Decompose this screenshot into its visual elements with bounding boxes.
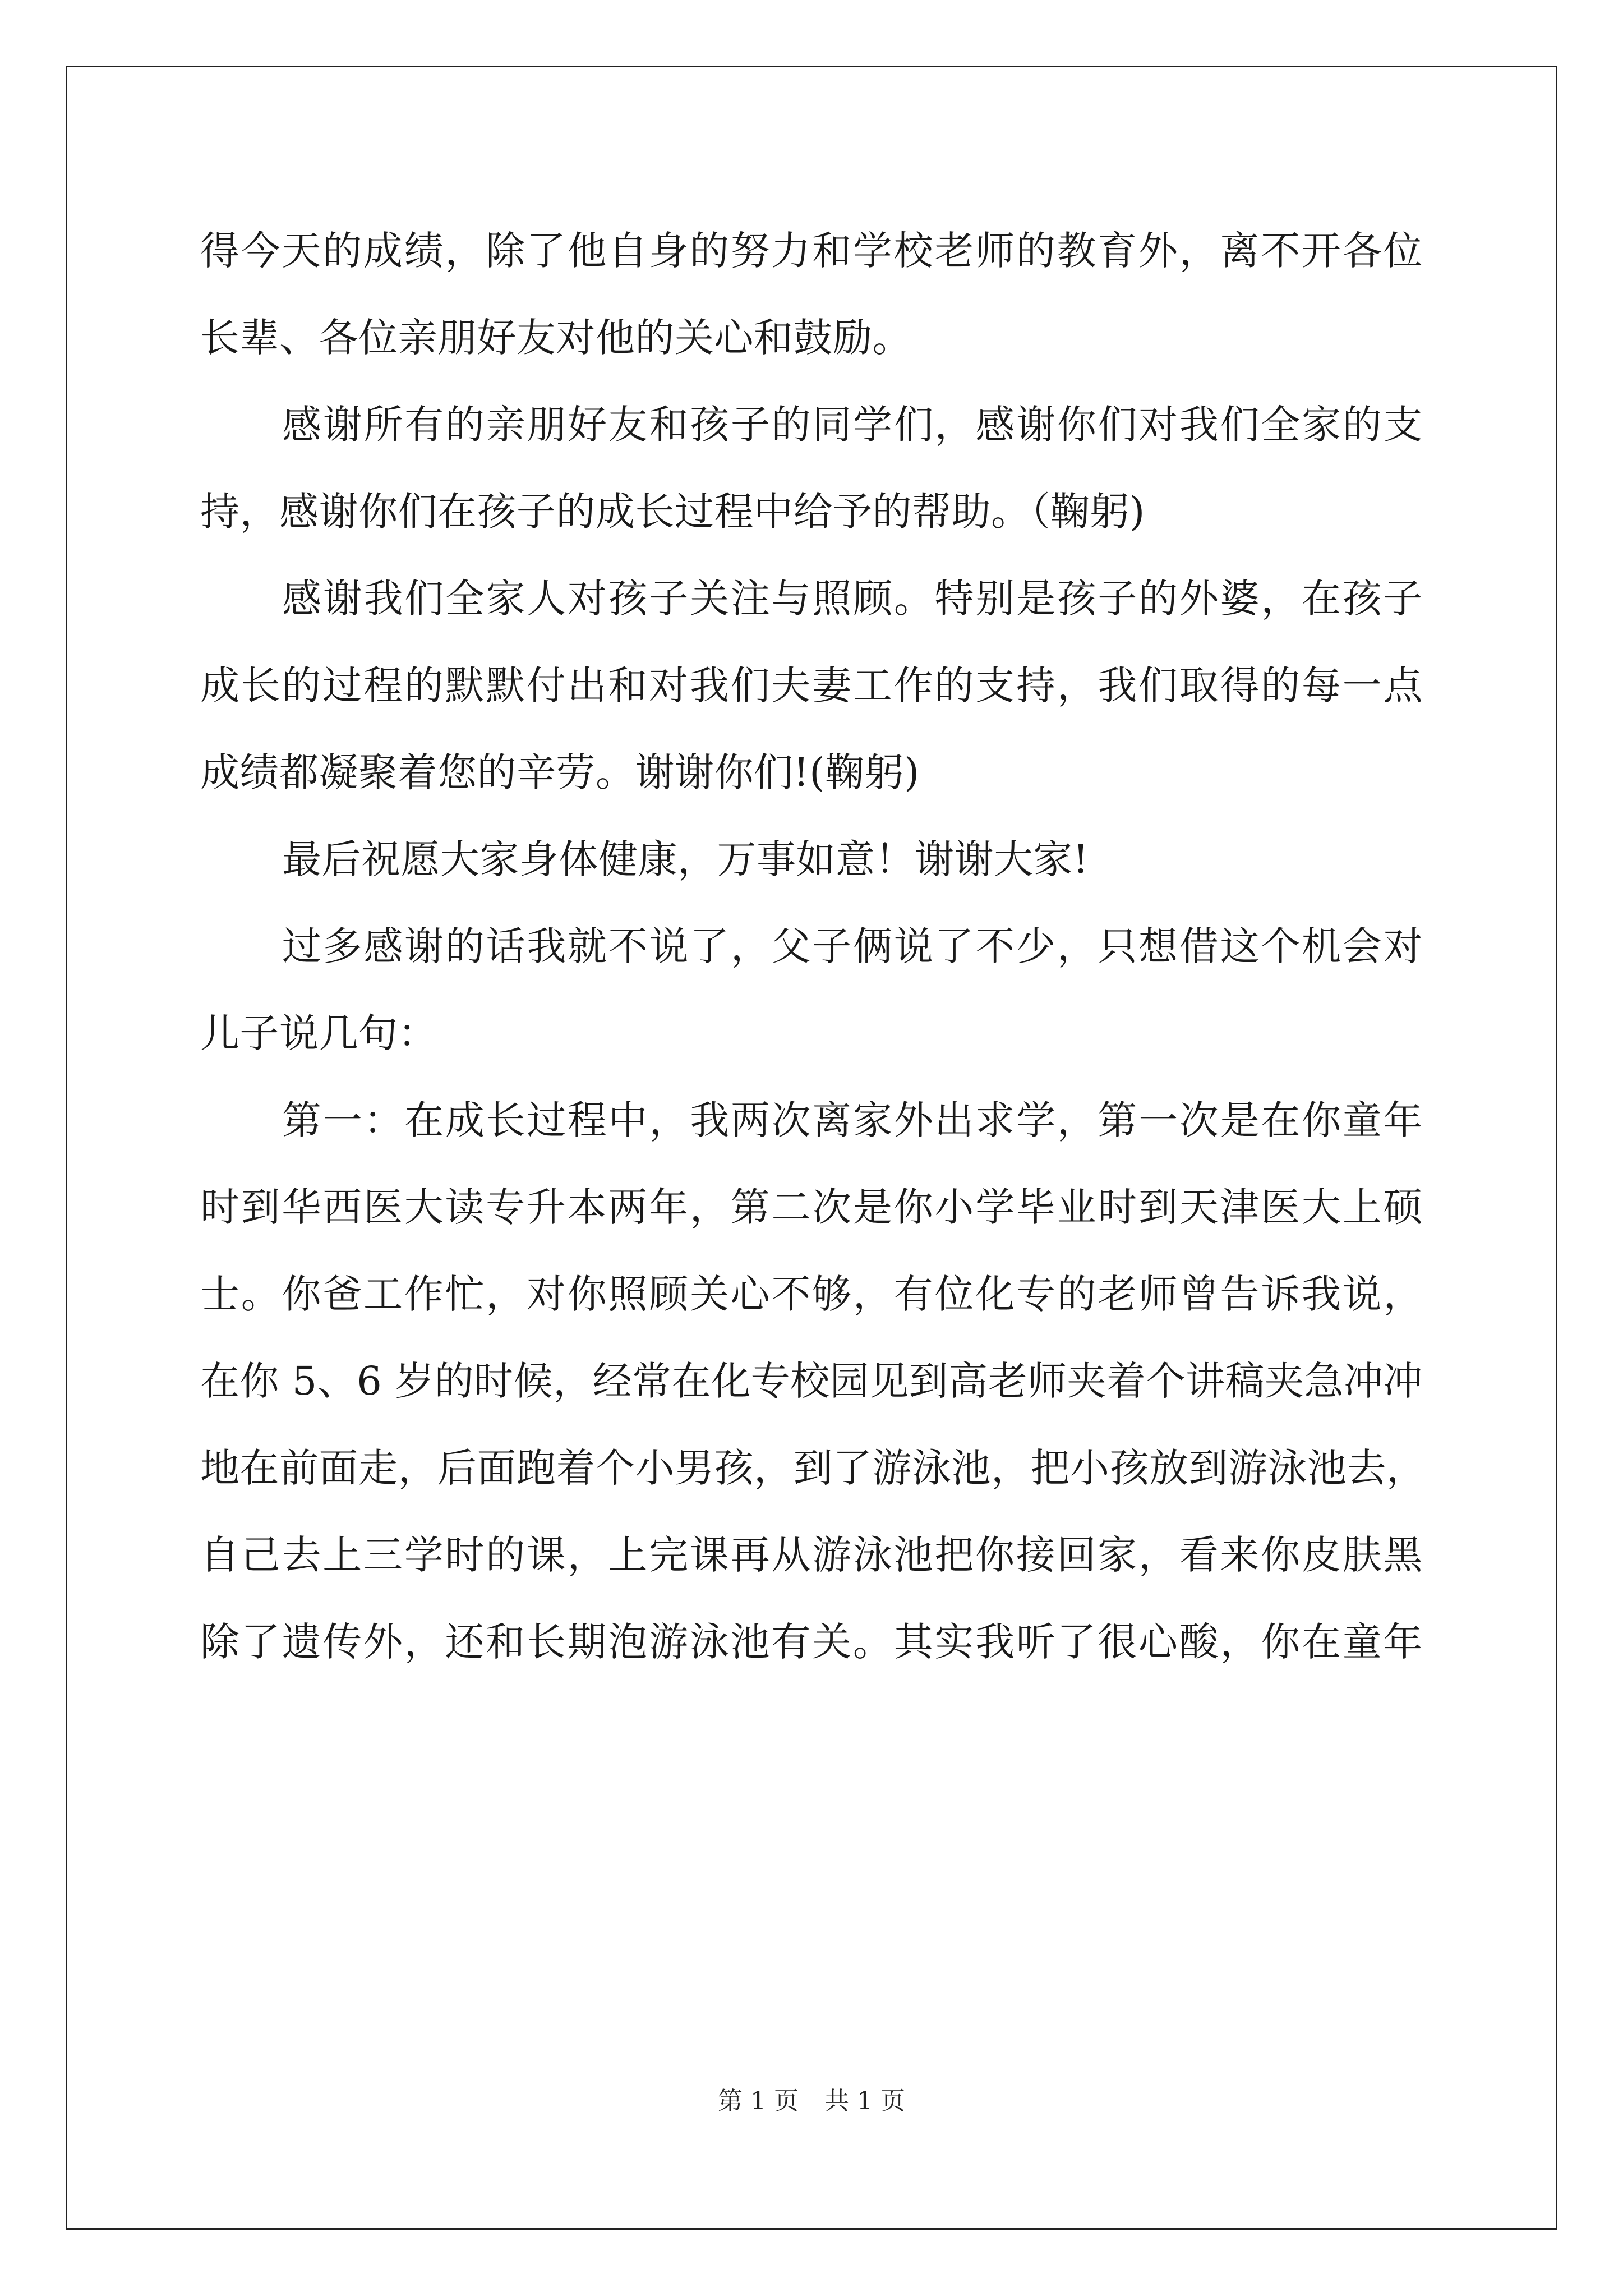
text-line: 自己去上三学时的课，上完课再从游泳池把你接回家，看来你皮肤黑 <box>200 1532 1423 1578</box>
text-line: 地在前面走，后面跑着个小男孩，到了游泳池，把小孩放到游泳池去， <box>200 1445 1426 1491</box>
text-line: 士。你爸工作忙，对你照顾关心不够，有位化专的老师曾告诉我说， <box>200 1271 1423 1317</box>
page-footer <box>0 2085 1623 2118</box>
page-total: 共 1 页 <box>824 2087 905 2115</box>
text-line: 儿子说几句： <box>200 1010 437 1056</box>
text-line: 除了遗传外，还和长期泡游泳池有关。其实我听了很心酸，你在童年 <box>200 1619 1423 1665</box>
text-line: 得今天的成绩，除了他自身的努力和学校老师的教育外，离不开各位 <box>200 228 1423 274</box>
paragraph-first-line: 第一：在成长过程中，我两次离家外出求学，第一次是在你童年 <box>282 1097 1423 1143</box>
page-number: 第 1 页 <box>718 2087 799 2115</box>
text-line: 成长的过程的默默付出和对我们夫妻工作的支持，我们取得的每一点 <box>200 662 1423 708</box>
text-line: 时到华西医大读专升本两年，第二次是你小学毕业时到天津医大上硕 <box>200 1184 1423 1230</box>
paragraph-first-line: 感谢所有的亲朋好友和孩子的同学们，感谢你们对我们全家的支 <box>282 402 1423 448</box>
paragraph-first-line: 过多感谢的话我就不说了，父子俩说了不少，只想借这个机会对 <box>282 923 1423 969</box>
text-line: 持，感谢你们在孩子的成长过程中给予的帮助。（鞠躬) <box>200 489 1145 535</box>
paragraph-first-line: 感谢我们全家人对孩子关注与照顾。特别是孩子的外婆，在孩子 <box>282 576 1423 622</box>
document-body <box>200 208 1426 1686</box>
text-line: 成绩都凝聚着您的辛劳。谢谢你们!(鞠躬) <box>200 749 920 795</box>
paragraph-first-line: 最后祝愿大家身体健康，万事如意！谢谢大家! <box>282 836 1089 882</box>
text-line: 长辈、各位亲朋好友对他的关心和鼓励。 <box>200 315 912 361</box>
text-line: 在你 5、6 岁的时候，经常在化专校园见到高老师夹着个讲稿夹急冲冲 <box>200 1358 1423 1404</box>
